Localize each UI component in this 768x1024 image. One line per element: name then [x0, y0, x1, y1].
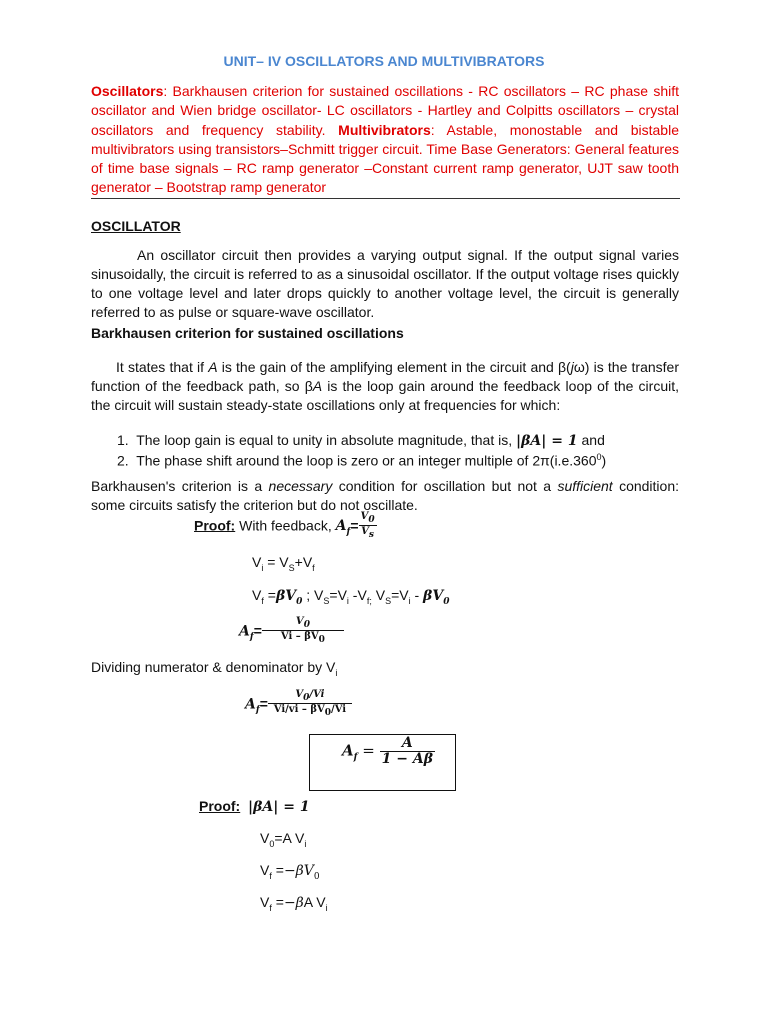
list-superscript: 0 [596, 452, 602, 462]
note-text-2: condition for oscillation but not a [332, 478, 558, 494]
list-text: The phase shift around the loop is zero or an integer multiple of 2π(i.e.360 [136, 452, 597, 469]
equation-vi: $V_i = V_S+V_f$ [252, 554, 315, 573]
criterion-symbol-j: j [570, 359, 574, 375]
syllabus-keyword-oscillators: Oscillators [91, 83, 164, 99]
subheading-barkhausen: Barkhausen criterion for sustained oscillations [91, 325, 404, 341]
list-item [117, 452, 606, 469]
criterion-symbol-a: A [208, 359, 218, 375]
note-emphasis-necessary: necessary [268, 478, 333, 494]
proof-label: Proof: [199, 798, 241, 814]
list-tail: and [577, 432, 605, 448]
syllabus-paragraph [91, 82, 679, 198]
equation-v0: $V_0=A$ $V_i$ [260, 830, 307, 849]
fraction-af-result: $\frac{A}{1 - A\beta}$ [381, 735, 434, 767]
proof-label: Proof: [194, 517, 236, 534]
criterion-symbol-a-2: A [312, 378, 323, 394]
document-title: UNIT– IV OSCILLATORS AND MULTIVIBRATORS [223, 53, 545, 69]
equation-af-divided: $A_f=$ $\frac{V_0/Vi}{Vi/vi - \beta V_0/Vi}$ [245, 690, 352, 719]
fraction-af-1: $\frac{V_0}{Vi - \beta V_0}$ [262, 617, 344, 646]
proof-text: With feedback, [235, 517, 336, 534]
proof-loop-gain-line: Proof: |βA| = 1 [199, 798, 310, 815]
list-item [117, 432, 605, 449]
list-math: |βA| = 1 [516, 433, 578, 449]
criterion-text-3: ω) is the transfer function of the feedback path, so β [91, 359, 679, 394]
barkhausen-note [91, 477, 679, 515]
note-text-3: condition: some circuits satisfy the criterion but do not oscillate. [91, 478, 679, 513]
criterion-text-2: is the gain of the amplifying element in the circuit and β( [217, 359, 571, 375]
dividing-text: Dividing numerator & denominator by $V_i$ [91, 659, 338, 678]
horizontal-divider [91, 198, 680, 199]
criterion-paragraph [91, 358, 679, 415]
fraction-v0-vs: $\frac{V_0}{V_s}$ [360, 511, 375, 541]
note-emphasis-sufficient: sufficient [557, 478, 613, 494]
criterion-text-1: It states that if [116, 359, 209, 375]
equation-af-feedback: $A_f=$ $\frac{V_0}{Vi - \beta V_0}$ [239, 617, 344, 646]
criterion-text-4: is the loop gain around the feedback loop of the circuit, the circuit will sustain steady-state oscillations only at frequencies for which: [91, 378, 679, 413]
section-heading: OSCILLATOR [91, 218, 181, 234]
proof-feedback-line [194, 512, 377, 541]
equation-af-result: $A_f$ = $\frac{A}{1 - A\beta}$ [342, 735, 434, 767]
intro-paragraph: An oscillator circuit then provides a varying output signal. If the output signal varies sinusoidally, the circuit is referred to as a sinusoidal oscillator. If the output voltage rises quickly to one voltage level and later drops quickly to another voltage level, the circuit is generally referred to as pulse or square-wave oscillator. [91, 247, 679, 320]
syllabus-text-oscillators: : Barkhausen criterion for sustained oscillations - RC oscillators – RC phase shift oscillator and Wien bridge oscillator- LC oscillators - Hartley and Colpitts oscillators – crystal oscillators and frequency stability. [91, 83, 679, 138]
equals-sign: = [350, 517, 359, 534]
list-tail: ) [601, 452, 607, 469]
fraction-af-2: $\frac{V_0/Vi}{Vi/vi - \beta V_0/Vi}$ [268, 690, 352, 719]
list-number: 1. [117, 432, 129, 448]
syllabus-keyword-multivibrators: Multivibrators [338, 121, 431, 138]
equation-vf: $V_f =\beta V_0$ ; $V_S=V_i$ $-V_{f;}$ $V_S=V_i - \beta V_0$ [252, 587, 450, 607]
note-text-1: Barkhausen's criterion is a [91, 478, 269, 494]
af-symbol: $A_f$ [335, 518, 351, 538]
list-number: 2. [117, 452, 129, 469]
equation-vf-beta: $V_f =-\beta V_0$ [260, 862, 320, 882]
list-text: The loop gain is equal to unity in absolute magnitude, that is, [136, 432, 517, 448]
equation-vf-beta-a: $V_f =-\beta A$ $V_i$ [260, 894, 328, 913]
syllabus-text-multivibrators: : Astable, monostable and bistable multivibrators using transistors–Schmitt trigger circuit. Time Base Generators: General features of time base signals – RC ramp generator –Constant current ramp generator, UJT saw tooth generator – Bootstrap ramp generator [91, 121, 679, 196]
